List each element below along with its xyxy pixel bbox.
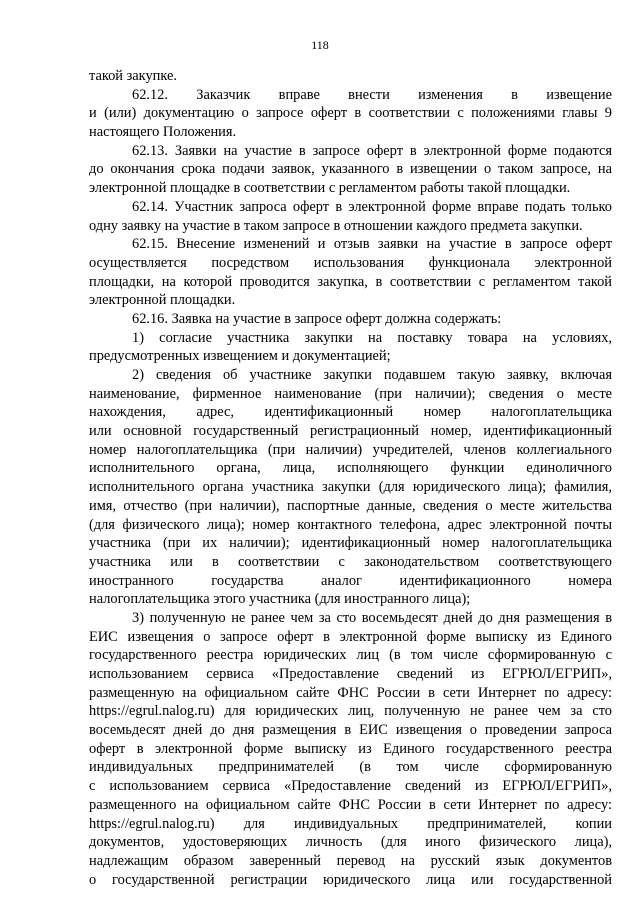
text-line: надлежащим образом заверенный перевод на русский язык документов [89,852,612,869]
text-line: использованием сервиса «Предоставление сведений из ЕГРЮЛ/ЕГРИП», [89,666,612,682]
text-line: (для физического лица); номер контактного телефона, адрес электронной почты [89,516,612,533]
text-line: 62.15. Внесение изменений и отзыв заявки на участие в запросе оферт [132,236,612,253]
text-line: 3) полученную не ранее чем за сто восемьдесят дней до дня размещения в [132,609,612,626]
text-line: оферт в электронной форме выписку из Единого государственного реестра [89,740,612,757]
text-line: восемьдесят дней до дня размещения в ЕИС извещения о проведении запроса [89,722,612,739]
text-line: https://egrul.nalog.ru) для юридических лиц, полученную не ранее чем за сто [89,703,612,720]
text-line: настоящего Положения. [89,124,237,141]
text-line: до окончания срока подачи заявок, указанного в извещении о таком запросе, на [89,161,612,178]
text-line: электронной площадке в соответствии с регламентом работы такой площадки. [89,180,571,197]
page-number: 118 [311,38,329,52]
text-line: https://egrul.nalog.ru) для индивидуальных предпринимателей, копии [89,815,612,832]
text-line: и (или) документацию о запросе оферт в соответствии с положениями главы 9 [89,105,612,122]
text-line: имя, отчество (при наличии), паспортные данные, сведения о месте жительства [89,497,612,514]
text-line: иностранного государства аналог идентификационного номера [89,572,612,589]
text-line: нахождения, адрес, идентификационный номер налогоплательщика [89,404,612,421]
text-line: налогоплательщика этого участника (для иностранного лица); [89,591,471,608]
text-line: с использованием сервиса «Предоставление сведений из ЕГРЮЛ/ЕГРИП», [89,778,612,795]
text-line: такой закупке. [89,68,177,84]
text-line: осуществляется посредством использования функционала электронной [89,254,612,271]
text-line: исполнительного органа, лица, исполняющего функции единоличного [89,460,612,477]
text-line: электронной площадки. [89,292,236,309]
text-line: ЕИС извещения о запросе оферт в электронной форме выписку из Единого [89,628,612,645]
text-line: наименование, фирменное наименование (при наличии); сведения о месте [89,385,612,402]
text-line: размещенного на официальном сайте ФНС России в сети Интернет по адресу: [89,796,612,813]
text-line: площадки, на которой проводится закупка, в соответствии с регламентом такой [89,273,612,290]
text-line: или основной государственный регистрационный номер, идентификационный [89,423,612,440]
document-body [89,67,612,889]
text-line: государственного реестра юридических лиц (в том числе сформированную с [89,647,612,664]
text-line: 1) согласие участника закупки на поставку товара на условиях, [132,329,612,346]
text-line: 62.13. Заявки на участие в запросе оферт в электронной форме подаются [132,142,612,159]
text-line: предусмотренных извещением и документацией; [89,348,391,365]
text-line: номер налогоплательщика (при наличии) учредителей, членов коллегиального [89,441,612,458]
text-line: размещенную на официальном сайте ФНС России в сети Интернет по адресу: [89,684,612,701]
text-line: 62.12. Заказчик вправе внести изменения в извещение [132,86,612,103]
text-line: 2) сведения об участнике закупки подавшем такую заявку, включая [132,367,612,383]
text-line: индивидуальных предпринимателей (в том числе сформированную [89,759,612,776]
text-line: 62.16. Заявка на участие в запросе оферт должна содержать: [132,310,502,327]
text-line: о государственной регистрации юридического лица или государственной [89,871,612,888]
text-line: 62.14. Участник запроса оферт в электронной форме вправе подать только [132,198,612,215]
text-line: одну заявку на участие в таком запросе в отношении каждого предмета закупки. [89,217,583,234]
text-line: документов, удостоверяющих личность (для иного физического лица), [89,834,612,851]
text-line: участника (при их наличии); идентификационный номер налогоплательщика [89,535,612,552]
text-line: исполнительного органа участника закупки (для юридического лица); фамилия, [89,479,612,496]
text-line: участника или в соответствии с законодательством соответствующего [89,553,612,570]
